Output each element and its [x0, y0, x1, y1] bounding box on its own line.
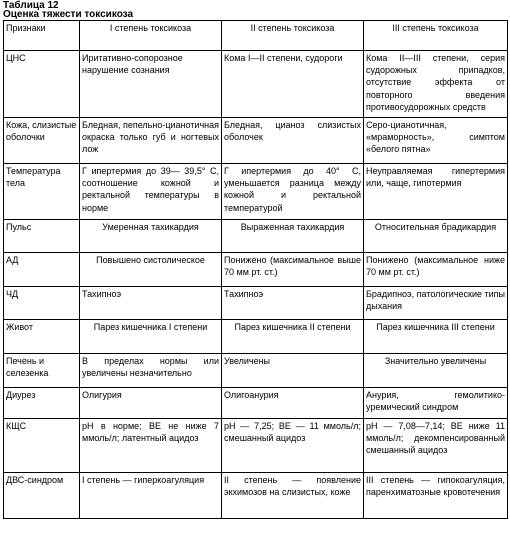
table-row-abdomen [4, 320, 508, 354]
row-sign: Пульс [4, 220, 80, 253]
row-sign: Кожа, слизистые оболочки [4, 118, 80, 164]
degree-3-cell: Значительно увеличены [364, 354, 508, 388]
degree-1-cell: Иритативно-сопорозное нарушение сознания [80, 51, 222, 118]
degree-1-cell: Умеренная тахикардия [80, 220, 222, 253]
table-title: Оценка тяжести токсикоза [3, 9, 134, 20]
table-row-blood-pressure [4, 253, 508, 287]
header-degree-3: III степень токсикоза [364, 21, 508, 51]
table-row-diuresis [4, 388, 508, 419]
degree-2-cell: Олигоанурия [222, 388, 364, 419]
degree-3-cell: pH — 7,08—7,14; BE ниже 11 ммоль/л; декомпенсированный смешанный ацидоз [364, 419, 508, 473]
degree-1-cell: I степень — гиперкоагуляция [80, 473, 222, 519]
degree-2-cell: pH — 7,25; BE — 11 ммоль/л; смешанный ацидоз [222, 419, 364, 473]
row-sign: АД [4, 253, 80, 287]
degree-2-cell: Понижено (максимальное выше 70 мм рт. ст.) [222, 253, 364, 287]
row-sign: КЩС [4, 419, 80, 473]
degree-3-cell: Парез кишечника III степени [364, 320, 508, 354]
table-header-row [4, 21, 508, 51]
degree-2-cell: Бледная, цианоз слизистых оболочек [222, 118, 364, 164]
degree-1-cell: Тахипноэ [80, 287, 222, 320]
degree-1-cell: Олигурия [80, 388, 222, 419]
degree-2-cell: Кома I—II степени, судороги [222, 51, 364, 118]
degree-3-cell: Понижено (максимальное ниже 70 мм рт. ст.) [364, 253, 508, 287]
degree-2-cell: Выраженная тахикардия [222, 220, 364, 253]
degree-2-cell: II степень — появление экхимозов на слизистых, коже [222, 473, 364, 519]
degree-1-cell: pH в норме; BE не ниже 7 ммоль/л; латентный ацидоз [80, 419, 222, 473]
degree-3-cell: Серо-цианотичная, «мраморность», симптом «белого пятна» [364, 118, 508, 164]
header-degree-2: II степень токсикоза [222, 21, 364, 51]
row-sign: Печень и селезенка [4, 354, 80, 388]
table-row-acid-base [4, 419, 508, 473]
header-degree-1: I степень токсикоза [80, 21, 222, 51]
degree-1-cell: Парез кишечника I степени [80, 320, 222, 354]
header-signs: Признаки [4, 21, 80, 51]
row-sign: Живот [4, 320, 80, 354]
table-number: Таблица 12 [3, 0, 59, 11]
table-row-respiration [4, 287, 508, 320]
degree-2-cell: Парез кишечника II степени [222, 320, 364, 354]
row-sign: ЧД [4, 287, 80, 320]
table-row-cns [4, 51, 508, 118]
degree-1-cell: Повышено систолическое [80, 253, 222, 287]
toxicosis-severity-table [3, 20, 508, 519]
degree-2-cell: Г ипертермия до 40° С, уменьшается разница между кожной и ректальной температурой [222, 164, 364, 220]
degree-3-cell: Неуправляемая гипертермия или, чаще, гипотермия [364, 164, 508, 220]
degree-2-cell: Увеличены [222, 354, 364, 388]
table-row-skin [4, 118, 508, 164]
degree-1-cell: Г ипертермия до 39— 39,5° С, соотношение кожной и ректальной температуры в норме [80, 164, 222, 220]
row-sign: Температура тела [4, 164, 80, 220]
degree-2-cell: Тахипноэ [222, 287, 364, 320]
row-sign: ДВС-синдром [4, 473, 80, 519]
degree-3-cell: Брадипноэ, патологические типы дыхания [364, 287, 508, 320]
row-sign: ЦНС [4, 51, 80, 118]
degree-1-cell: В пределах нормы или увеличены незначительно [80, 354, 222, 388]
row-sign: Диурез [4, 388, 80, 419]
degree-3-cell: Анурия, гемолитико-уремический синдром [364, 388, 508, 419]
table-row-liver-spleen [4, 354, 508, 388]
table-row-dic [4, 473, 508, 519]
table-row-temperature [4, 164, 508, 220]
degree-3-cell: III степень — гипокоагуляция, паренхиматозные кровотечения [364, 473, 508, 519]
table-row-pulse [4, 220, 508, 253]
degree-1-cell: Бледная, пепельно-цианотичная окраска только губ и ногтевых лож [80, 118, 222, 164]
degree-3-cell: Относительная брадикардия [364, 220, 508, 253]
degree-3-cell: Кома II—III степени, серия судорожных припадков, отсутствие эффекта от повторного введения противосудорожных средств [364, 51, 508, 118]
